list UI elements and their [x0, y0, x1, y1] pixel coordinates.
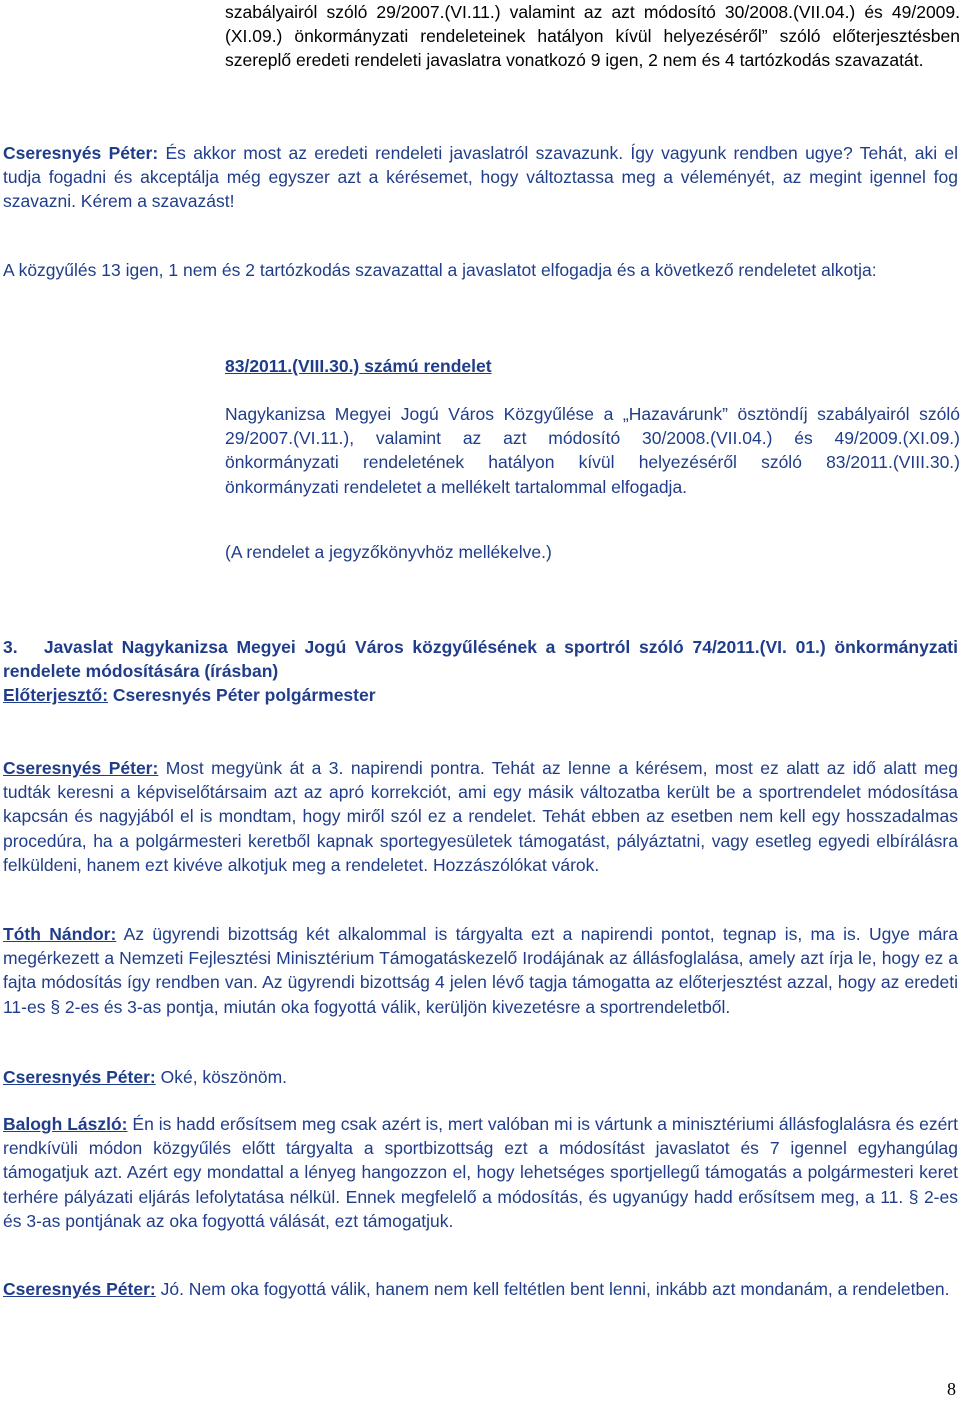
decree-heading	[225, 354, 960, 378]
decree-body	[225, 402, 960, 499]
agenda-title-line	[3, 635, 958, 683]
vote-result-text: A közgyűlés 13 igen, 1 nem és 2 tartózkodás szavazattal a javaslatot elfogadja és a következő rendeletet alkotja:	[3, 260, 877, 280]
presenter-label: Előterjesztő:	[3, 685, 109, 706]
speech-text: Az ügyrendi bizottság két alkalommal is tárgyalta ezt a napirendi pontot, tegnap is, ma is. Ugye mára megérkezett a Nemzeti Fejlesztési Minisztérium Támogatáskezelő Irodájának az állásfoglalása, amely azt írja le, hogy ez a fajta módosítás így rendben van. Az ügyrendi bizottság 4 jelen lévő tagja támogatta az előterjesztést azzal, hogy az eredeti 11-es § 2-es és 3-as pontja, miután oka fogyottá válik, kerüljön kivezetésre a sportrendeletből.	[3, 924, 958, 1017]
speech-text: Tehát, aki el tudja fogadni és akceptálja még egyszer azt a kérésemet, hogy változtassa meg a véleményét, az megint igennel fog szavazni. Kérem a szavazást!	[3, 143, 959, 212]
presenter-name: Cseresnyés Péter polgármester	[108, 685, 376, 706]
speaker-name: Tóth Nándor:	[3, 924, 117, 944]
agenda-title: Javaslat Nagykanizsa Megyei Jogú Város közgyűlésének a sportról szóló 74/2011.(VI. 01.) önkormányzati rendelete módosítására (írásban)	[3, 637, 958, 682]
vote-result-paragraph	[3, 258, 958, 282]
speech-paragraph-1	[3, 141, 958, 214]
decree-note-text: (A rendelet a jegyzőkönyvhöz mellékelve.)	[225, 542, 552, 562]
speaker-name: Cseresnyés Péter:	[3, 1279, 156, 1299]
agenda-number: 3.	[3, 637, 18, 657]
speaker-name: Cseresnyés Péter:	[3, 1067, 156, 1087]
agenda-item	[3, 635, 958, 708]
speaker-name: Cseresnyés Péter:	[3, 143, 159, 163]
speech-paragraph-4	[3, 1065, 958, 1089]
speech-paragraph-2	[3, 756, 958, 877]
speech-text: Tehát az lenne a kérésem, most ez alatt az idő alatt meg tudták keresni a képviselőtársaim azt az apró korrekciót, ami egy másik változatba került be a sportrendelet módosítása kapcsán és nagyjából el is mondtam, hogy miről szól ez a rendelet. Tehát ebben az esetben nem kell egy hosszadalmas procedúra, ha a polgármesteri keretből kapnak sportegyesületek támogatást, pályáztatni, vagy esetleg egyedi elbírálásra felküldeni, hanem ezt kivéve alkotjuk meg a rendeletet. Hozzászólókat várok.	[3, 758, 958, 875]
agenda-presenter-line	[3, 683, 958, 707]
speech-paragraph-5	[3, 1112, 958, 1233]
decree-number: 83/2011.(VIII.30.)	[225, 356, 360, 376]
intro-text: szabályairól szóló 29/2007.(VI.11.) valamint az azt módosító 30/2008.(VII.04.) és 49/2009.(XI.09.) önkormányzati rendeleteinek hatályon kívül helyezéséről” szóló előterjesztésben szereplő eredeti rendeleti javaslatra vonatkozó 9 igen, 2 nem és 4 tartózkodás szavazatát.	[225, 2, 960, 71]
decree-number-suffix: számú rendelet	[359, 356, 492, 376]
intro-paragraph	[225, 0, 960, 73]
speaker-name: Balogh László:	[3, 1114, 128, 1134]
speech-paragraph-3	[3, 922, 958, 1019]
speech-text: Most megyünk át a 3. napirendi pontra.	[158, 758, 485, 778]
speech-paragraph-6	[3, 1277, 958, 1301]
decree-note	[225, 540, 960, 564]
page-number: 8	[947, 1378, 956, 1399]
speech-text: Én is hadd erősítsem meg csak azért is, mert valóban mi is vártunk a minisztériumi állásfoglalásra és ezért rendkívüli módon közgyűlés előtt tárgyalta a sportbizottság ezt a módosítást javaslatot és 7 igennel egyhangúlag támogatjuk azt. Azért egy mondattal a lényeg hangozzon el, hogy lehetséges sportjellegű támogatás a polgármesteri keret terhére pályázati eljárás lefolytatása nélkül. Ennek megfelelő a módosítás, és ugyanúgy hadd erősítsem meg, a 11. § 2-es és 3-as pontjának az oka fogyottá válását, ezt támogatjuk.	[3, 1114, 958, 1231]
speaker-name: Cseresnyés Péter:	[3, 758, 159, 778]
decree-body-text: Nagykanizsa Megyei Jogú Város Közgyűlése a „Hazavárunk” ösztöndíj szabályairól szóló 29/2007.(VI.11.), valamint az azt módosító 30/2008.(VII.04.) és 49/2009.(XI.09.) önkormányzati rendeletének hatályon kívül helyezéséről szóló 83/2011.(VIII.30.) önkormányzati rendeletet a mellékelt tartalommal elfogadja.	[225, 404, 960, 497]
speech-text: Jó. Nem oka fogyottá válik, hanem nem kell feltétlen bent lenni, inkább azt mondanám, a rendeletben.	[155, 1279, 950, 1299]
speech-text: És akkor most az eredeti rendeleti javaslatról szavazunk. Így vagyunk rendben ugye?	[158, 143, 853, 163]
speech-text: Oké, köszönöm.	[155, 1067, 288, 1087]
